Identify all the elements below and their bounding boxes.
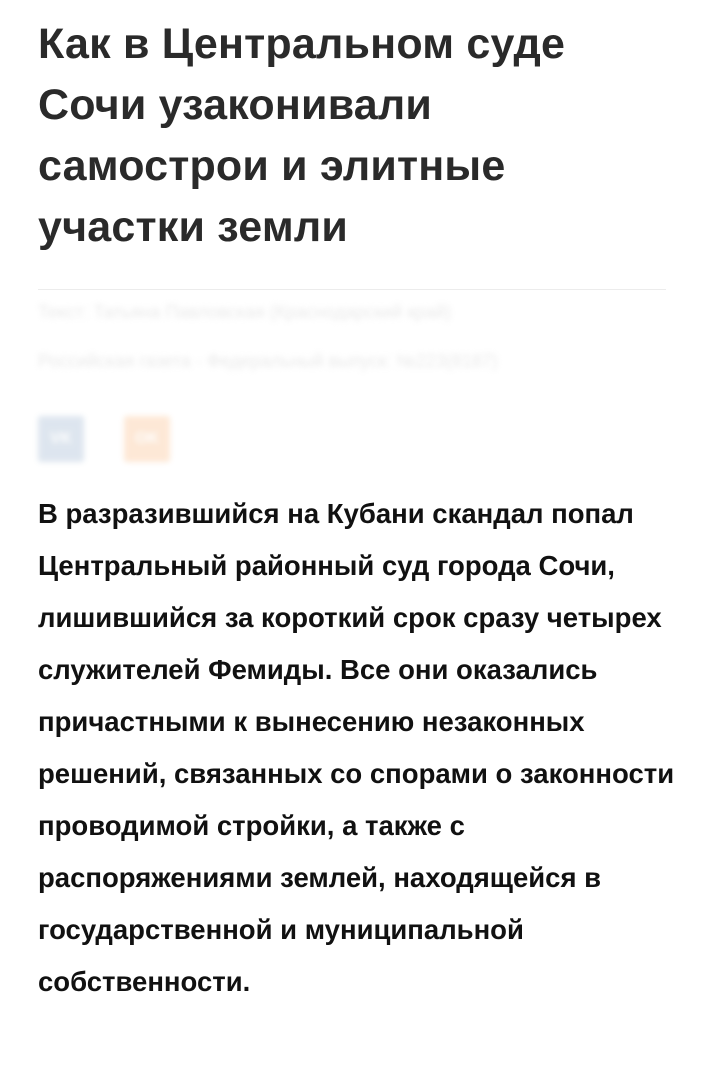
share-buttons bbox=[38, 416, 170, 462]
article-lead: В разразившийся на Кубани скандал попал Центральный районный суд города Сочи, лишившийся за короткий срок сразу четырех служителей Фемиды. Все они оказались причастными к вынесению незаконных решений, связанных со спорами о законности проводимой стройки, а также с распоряжениями землей, находящейся в государственной и муниципальной собственности. bbox=[38, 498, 675, 997]
article-author: Текст: Татьяна Павловская (Краснодарский край) bbox=[38, 302, 452, 322]
odnoklassniki-icon: OK bbox=[135, 430, 159, 447]
article bbox=[38, 0, 675, 997]
article-title: Как в Центральном суде Сочи узаконивали самострои и элитные участки земли bbox=[38, 20, 566, 251]
vk-icon: VK bbox=[49, 430, 73, 447]
share-vk-button[interactable] bbox=[38, 416, 84, 462]
share-ok-button[interactable] bbox=[124, 416, 170, 462]
article-source[interactable]: Российская газета - Федеральный выпуск: №223(8187) bbox=[38, 351, 498, 371]
title-divider bbox=[38, 289, 666, 290]
